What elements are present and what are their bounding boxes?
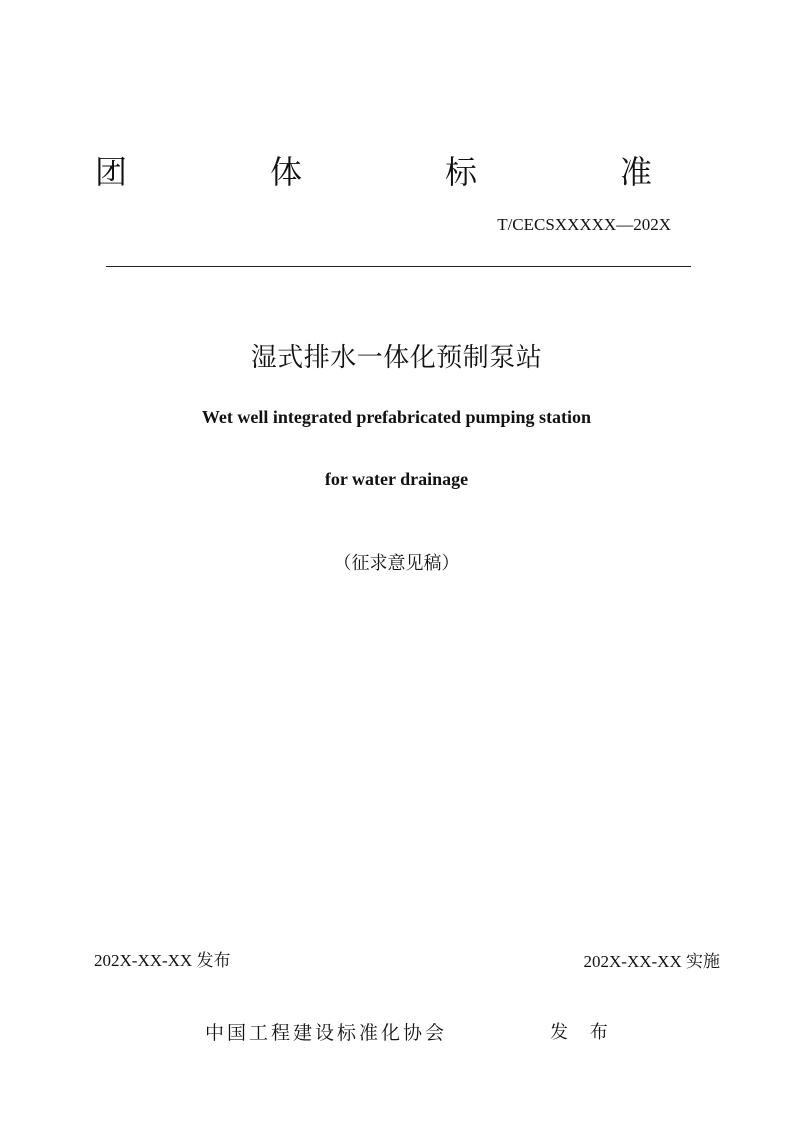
- title-english-line-2: for water drainage: [324, 469, 469, 489]
- header-divider: [106, 266, 691, 267]
- standard-number: T/CECSXXXXX—202X: [497, 215, 671, 234]
- title-english-line-1: Wet well integrated prefabricated pumping station: [201, 407, 592, 427]
- publish-date: 202X-XX-XX 发布: [94, 951, 231, 970]
- publish-word: 发 布: [550, 1022, 616, 1043]
- category-char-2: 体: [270, 153, 303, 191]
- publisher-name: 中国工程建设标准化协会: [205, 1022, 448, 1044]
- category-char-1: 团: [95, 153, 128, 191]
- effective-date: 202X-XX-XX 实施: [583, 952, 720, 971]
- draft-label: （征求意见稿）: [333, 553, 460, 574]
- title-chinese: 湿式排水一体化预制泵站: [250, 343, 543, 373]
- category-char-4: 准: [620, 153, 653, 191]
- category-char-3: 标: [445, 153, 478, 191]
